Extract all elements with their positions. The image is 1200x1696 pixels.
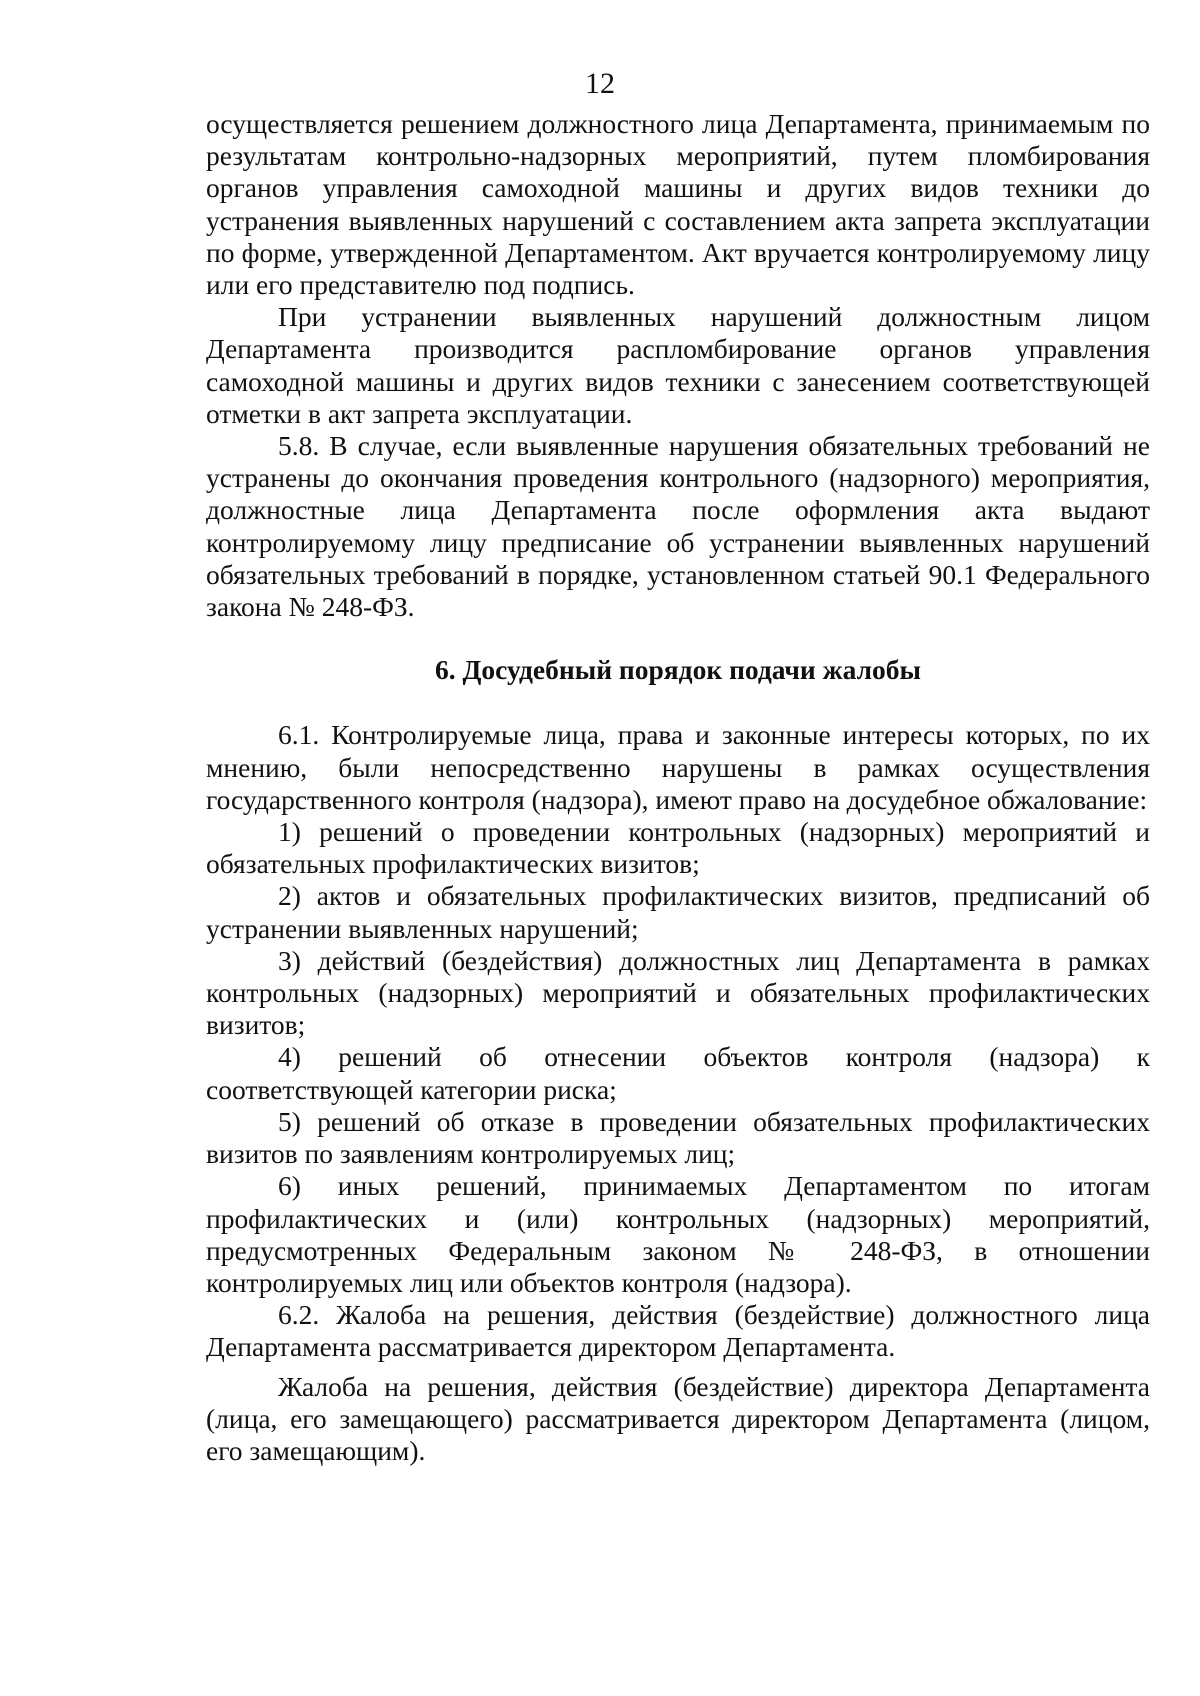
page-number: 12 [585, 67, 615, 100]
paragraph-unsealing: При устранении выявленных нарушений должностным лицом Департамента производится распломбирование органов управления самоходной машины и других видов техники с занесением соответствующей отметки в акт запрета эксплуатации. [206, 301, 1150, 429]
list-item-6: 6) иных решений, принимаемых Департаментом по итогам профилактических и (или) контрольных (надзорных) мероприятий, предусмотренных Федеральным законом № 248-ФЗ, в отношении контролируемых лиц или объектов контроля (надзора). [206, 1170, 1150, 1298]
list-item-1: 1) решений о проведении контрольных (надзорных) мероприятий и обязательных профилактических визитов; [206, 816, 1150, 880]
paragraph-continuation: осуществляется решением должностного лица Департамента, принимаемым по результатам контрольно-надзорных мероприятий, путем пломбирования органов управления самоходной машины и других видов техники до устранения выявленных нарушений с составлением акта запрета эксплуатации по форме, утвержденной Департаментом. Акт вручается контролируемому лицу или его представителю под подпись. [206, 108, 1150, 301]
paragraph-6-2: 6.2. Жалоба на решения, действия (бездействие) должностного лица Департамента рассматривается директором Департамента. [206, 1299, 1150, 1363]
list-item-2: 2) актов и обязательных профилактических визитов, предписаний об устранении выявленных нарушений; [206, 880, 1150, 944]
list-item-4: 4) решений об отнесении объектов контроля (надзора) к соответствующей категории риска; [206, 1041, 1150, 1105]
section-title: 6. Досудебный порядок подачи жалобы [434, 654, 921, 686]
document-body [206, 108, 1150, 1467]
paragraph-director-complaint: Жалоба на решения, действия (бездействие) директора Департамента (лица, его замещающего) рассматривается директором Департамента (лицом, его замещающим). [206, 1370, 1150, 1466]
list-item-5: 5) решений об отказе в проведении обязательных профилактических визитов по заявлениям контролируемых лиц; [206, 1105, 1150, 1170]
list-item-3: 3) действий (бездействия) должностных лиц Департамента в рамках контрольных (надзорных) мероприятий и обязательных профилактических визитов; [206, 944, 1150, 1041]
paragraph-6-1: 6.1. Контролируемые лица, права и законные интересы которых, по их мнению, были непосредственно нарушены в рамках осуществления государственного контроля (надзора), имеют право на досудебное обжалование: [206, 719, 1150, 815]
paragraph-5-8: 5.8. В случае, если выявленные нарушения обязательных требований не устранены до окончания проведения контрольного (надзорного) мероприятия, должностные лица Департамента после оформления акта выдают контролируемому лицу предписание об устранении выявленных нарушений обязательных требований в порядке, установленном статьей 90.1 Федерального закона № 248-ФЗ. [206, 430, 1150, 623]
